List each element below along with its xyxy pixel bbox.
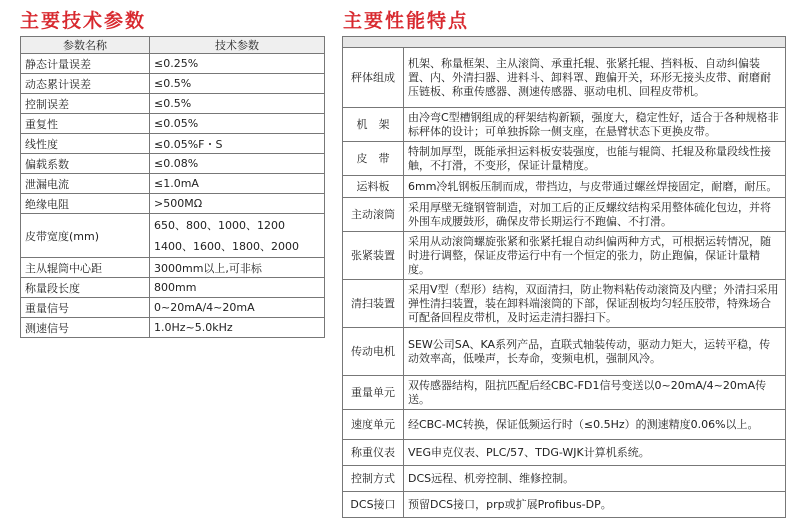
feature-label: 皮 带 xyxy=(343,142,404,176)
table-row xyxy=(343,492,786,518)
param-value: >500MΩ xyxy=(150,194,325,214)
feature-label: 控制方式 xyxy=(343,466,404,492)
feature-label: 机 架 xyxy=(343,108,404,142)
feature-text: SEW公司SA、KA系列产品，直联式轴装传动，驱动力矩大，运转平稳，传动效率高，低噪声，长寿命，变频电机，强制风冷。 xyxy=(404,328,786,376)
param-value: ≤0.5% xyxy=(150,74,325,94)
feature-text: 采用从动滚筒螺旋张紧和张紧托辊自动纠偏两种方式，可根据运转情况，随时进行调整，保证皮带运行中有一个恒定的张力，防止跑偏，保证计量精度。 xyxy=(404,232,786,280)
feature-label: 传动电机 xyxy=(343,328,404,376)
table-row xyxy=(21,134,325,154)
feature-label: 秤体组成 xyxy=(343,48,404,108)
main-technical-parameters-heading: 主要技术参数 xyxy=(20,10,147,32)
feature-label: 张紧装置 xyxy=(343,232,404,280)
table-row xyxy=(21,94,325,114)
table-row xyxy=(343,232,786,280)
table-row xyxy=(343,328,786,376)
param-value: ≤0.05%F・S xyxy=(150,134,325,154)
feature-text: 机架、称量框架、主从滚筒、承重托辊、张紧托辊、挡料板、自动纠偏装置、内、外清扫器、进料斗、卸料罩、跑偏开关，环形无接头皮带、耐磨耐压链板、称重传感器、测速传感器、驱动电机、回程皮带机。 xyxy=(404,48,786,108)
table-row xyxy=(21,214,325,258)
param-label: 线性度 xyxy=(21,134,150,154)
param-value: ≤0.5% xyxy=(150,94,325,114)
table-row xyxy=(21,258,325,278)
table-row xyxy=(21,174,325,194)
param-value: ≤1.0mA xyxy=(150,174,325,194)
param-label: 控制误差 xyxy=(21,94,150,114)
feature-text: 双传感器结构，阻抗匹配后经CBC-FD1信号变送以0~20mA/4~20mA传送。 xyxy=(404,376,786,410)
feature-text: 特制加厚型，既能承担运料板安装强度，也能与辊筒、托辊及称量段线性接触，不打滑，不变形，保证计量精度。 xyxy=(404,142,786,176)
table-row xyxy=(343,48,786,108)
feature-label: 清扫装置 xyxy=(343,280,404,328)
table-row xyxy=(21,74,325,94)
param-value: 800mm xyxy=(150,278,325,298)
feature-label: 运料板 xyxy=(343,176,404,198)
table-row xyxy=(343,376,786,410)
feature-label: DCS接口 xyxy=(343,492,404,518)
table-row xyxy=(343,142,786,176)
param-label: 偏载系数 xyxy=(21,154,150,174)
param-value: 1.0Hz~5.0kHz xyxy=(150,318,325,338)
table-row xyxy=(21,54,325,74)
divider xyxy=(343,37,786,48)
param-label: 称量段长度 xyxy=(21,278,150,298)
param-label: 重量信号 xyxy=(21,298,150,318)
param-value xyxy=(150,214,325,258)
table-row xyxy=(21,194,325,214)
param-value: ≤0.08% xyxy=(150,154,325,174)
header-param-name: 参数名称 xyxy=(21,37,150,54)
param-label: 静态计量误差 xyxy=(21,54,150,74)
feature-text: 预留DCS接口，prp或扩展Profibus-DP。 xyxy=(404,492,786,518)
table-row xyxy=(343,440,786,466)
feature-text: DCS远程、机旁控制、维修控制。 xyxy=(404,466,786,492)
param-label: 皮带宽度(mm) xyxy=(21,214,150,258)
table-row xyxy=(21,278,325,298)
technical-parameters-table xyxy=(20,36,325,338)
param-label: 主从辊筒中心距 xyxy=(21,258,150,278)
param-value: ≤0.05% xyxy=(150,114,325,134)
table-row xyxy=(21,154,325,174)
table-row xyxy=(343,176,786,198)
feature-text: 采用厚壁无缝钢管制造，对加工后的正反螺纹结构采用整体硫化包边，并将外围车成腰鼓形，确保皮带长期运行不跑偏、不打滑。 xyxy=(404,198,786,232)
param-label: 重复性 xyxy=(21,114,150,134)
header-param-spec: 技术参数 xyxy=(150,37,325,54)
belt-width-line-2: 1400、1600、1800、2000 xyxy=(154,239,299,253)
table-header-row xyxy=(21,37,325,54)
table-top-bar xyxy=(343,37,786,48)
performance-features-table xyxy=(342,36,786,518)
feature-label: 主动滚筒 xyxy=(343,198,404,232)
table-row xyxy=(343,410,786,440)
table-row xyxy=(21,114,325,134)
feature-text: VEG申克仪表、PLC/57、TDG-WJK计算机系统。 xyxy=(404,440,786,466)
table-row xyxy=(343,198,786,232)
main-performance-features-heading: 主要性能特点 xyxy=(343,10,470,32)
table-row xyxy=(343,466,786,492)
belt-width-line-1: 650、800、1000、1200 xyxy=(154,218,285,232)
param-value: 3000mm以上,可非标 xyxy=(150,258,325,278)
feature-label: 重量单元 xyxy=(343,376,404,410)
table-row xyxy=(343,280,786,328)
table-row xyxy=(343,108,786,142)
table-row xyxy=(21,298,325,318)
table-row xyxy=(21,318,325,338)
param-label: 测速信号 xyxy=(21,318,150,338)
param-label: 泄漏电流 xyxy=(21,174,150,194)
feature-text: 经CBC-MC转换，保证低频运行时（≤0.5Hz）的测速精度0.06%以上。 xyxy=(404,410,786,440)
param-value: 0~20mA/4~20mA xyxy=(150,298,325,318)
param-label: 动态累计误差 xyxy=(21,74,150,94)
param-value: ≤0.25% xyxy=(150,54,325,74)
feature-text: 采用V型（犁形）结构，双面清扫，防止物料粘传动滚筒及内壁；外清扫采用弹性清扫装置，装在卸料端滚筒的下部，保证刮板均匀轻压胶带，特殊场合可配备回程皮带机，及时运走清扫器扫下。 xyxy=(404,280,786,328)
feature-label: 速度单元 xyxy=(343,410,404,440)
param-label: 绝缘电阻 xyxy=(21,194,150,214)
feature-text: 6mm冷轧钢板压制而成，带挡边，与皮带通过螺丝焊接固定，耐磨，耐压。 xyxy=(404,176,786,198)
feature-label: 称重仪表 xyxy=(343,440,404,466)
feature-text: 由冷弯C型槽钢组成的秤架结构新颖，强度大，稳定性好，适合于各种规格非标秤体的设计；可单独拆除一侧支座，在悬臂状态下更换皮带。 xyxy=(404,108,786,142)
